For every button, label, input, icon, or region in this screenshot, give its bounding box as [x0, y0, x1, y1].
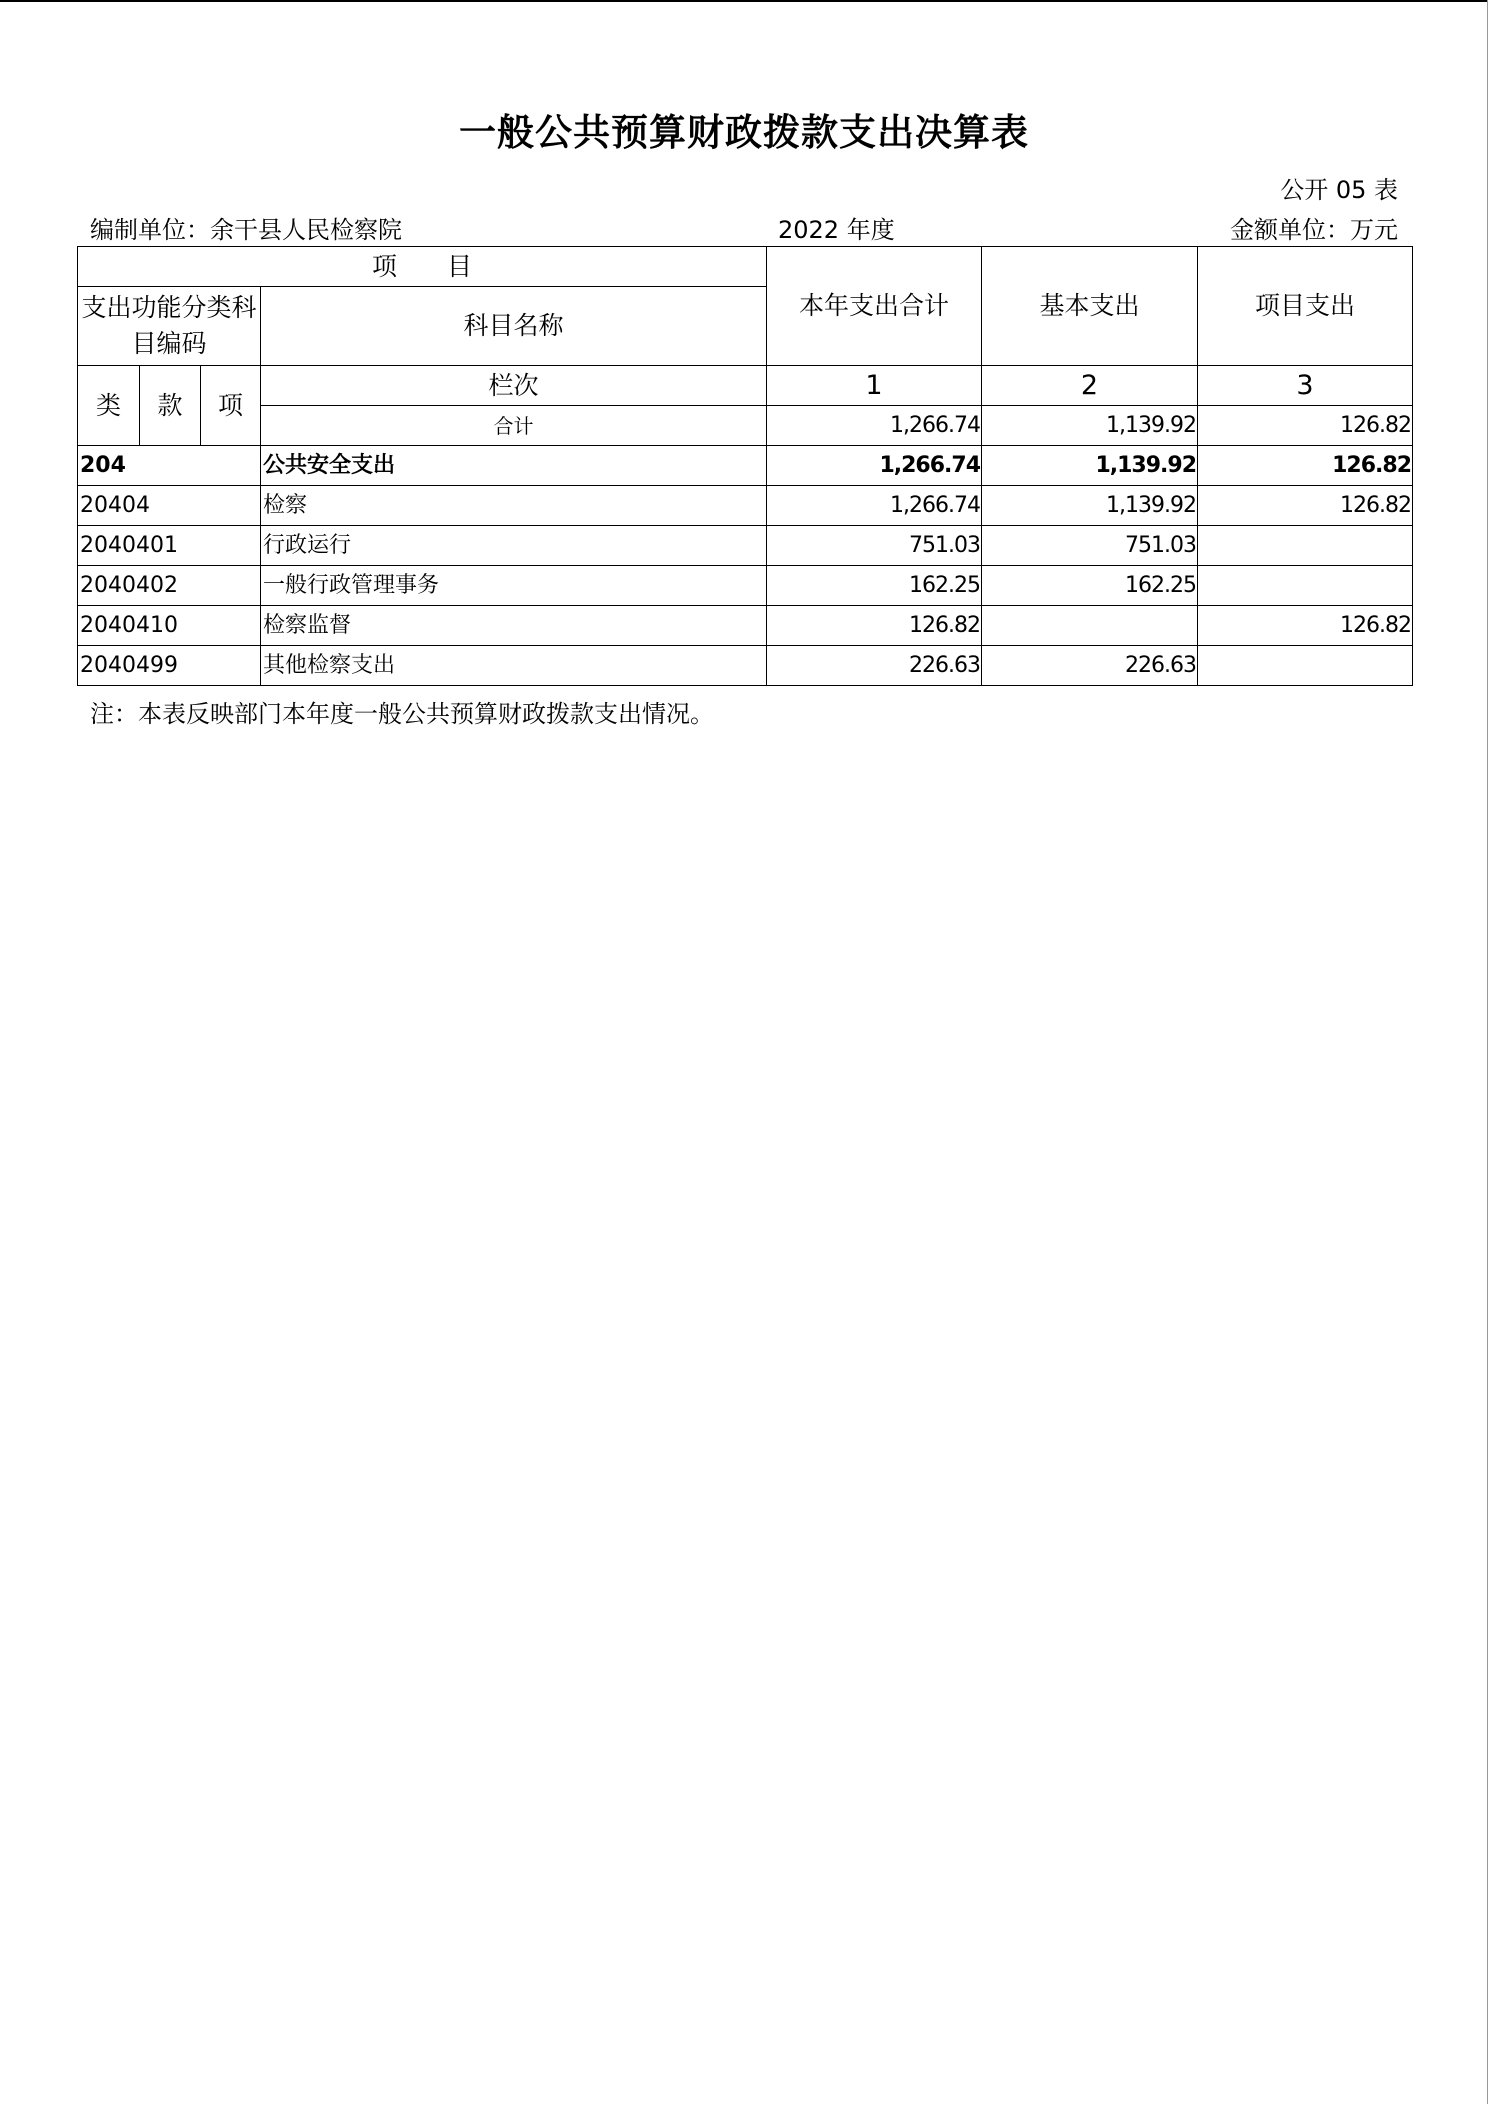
row-total: 126.82 [767, 606, 982, 646]
sum-project: 126.82 [1198, 406, 1413, 446]
compiling-unit: 编制单位：余干县人民检察院 [90, 216, 402, 244]
sum-label: 合计 [261, 406, 767, 446]
header-project: 项 目 [78, 247, 767, 287]
row-code: 2040410 [78, 606, 261, 646]
header-code-group: 支出功能分类科目编码 [78, 287, 261, 366]
row-basic: 751.03 [982, 526, 1198, 566]
row-project: 126.82 [1198, 606, 1413, 646]
row-total: 751.03 [767, 526, 982, 566]
table-row [78, 646, 1413, 686]
table-row [78, 606, 1413, 646]
row-name: 公共安全支出 [261, 446, 767, 486]
header-col-2: 2 [982, 366, 1198, 406]
row-basic [982, 606, 1198, 646]
row-name: 检察监督 [261, 606, 767, 646]
row-code: 204 [78, 446, 261, 486]
row-basic: 1,139.92 [982, 446, 1198, 486]
header-row-project [78, 247, 1413, 287]
header-kuan: 款 [140, 366, 201, 446]
header-column-label: 栏次 [261, 366, 767, 406]
table-row [78, 486, 1413, 526]
row-project: 126.82 [1198, 486, 1413, 526]
row-project [1198, 526, 1413, 566]
row-total: 162.25 [767, 566, 982, 606]
row-basic: 226.63 [982, 646, 1198, 686]
form-number: 公开 05 表 [1280, 176, 1398, 204]
header-total: 本年支出合计 [767, 247, 982, 366]
sum-row [78, 406, 1413, 446]
row-code: 2040499 [78, 646, 261, 686]
table-note: 注：本表反映部门本年度一般公共预算财政拨款支出情况。 [90, 700, 714, 728]
row-project: 126.82 [1198, 446, 1413, 486]
table-row [78, 526, 1413, 566]
header-basic: 基本支出 [982, 247, 1198, 366]
row-code: 2040402 [78, 566, 261, 606]
row-name: 其他检察支出 [261, 646, 767, 686]
row-total: 1,266.74 [767, 486, 982, 526]
sum-total: 1,266.74 [767, 406, 982, 446]
header-col-3: 3 [1198, 366, 1413, 406]
table-row [78, 566, 1413, 606]
row-project [1198, 566, 1413, 606]
header-row-column-numbers [78, 366, 1413, 406]
header-name: 科目名称 [261, 287, 767, 366]
row-name: 一般行政管理事务 [261, 566, 767, 606]
document-title: 一般公共预算财政拨款支出决算表 [459, 111, 1029, 154]
row-code: 2040401 [78, 526, 261, 566]
expenditure-table [77, 246, 1413, 686]
page-top-border [0, 0, 1488, 2]
sum-basic: 1,139.92 [982, 406, 1198, 446]
table-row [78, 446, 1413, 486]
row-total: 226.63 [767, 646, 982, 686]
row-name: 行政运行 [261, 526, 767, 566]
header-xiang: 项 [201, 366, 261, 446]
fiscal-year: 2022 年度 [778, 216, 895, 244]
row-name: 检察 [261, 486, 767, 526]
row-total: 1,266.74 [767, 446, 982, 486]
row-basic: 162.25 [982, 566, 1198, 606]
header-project-expenditure: 项目支出 [1198, 247, 1413, 366]
row-basic: 1,139.92 [982, 486, 1198, 526]
row-code: 20404 [78, 486, 261, 526]
header-lei: 类 [78, 366, 140, 446]
money-unit: 金额单位：万元 [1230, 216, 1398, 244]
header-col-1: 1 [767, 366, 982, 406]
row-project [1198, 646, 1413, 686]
